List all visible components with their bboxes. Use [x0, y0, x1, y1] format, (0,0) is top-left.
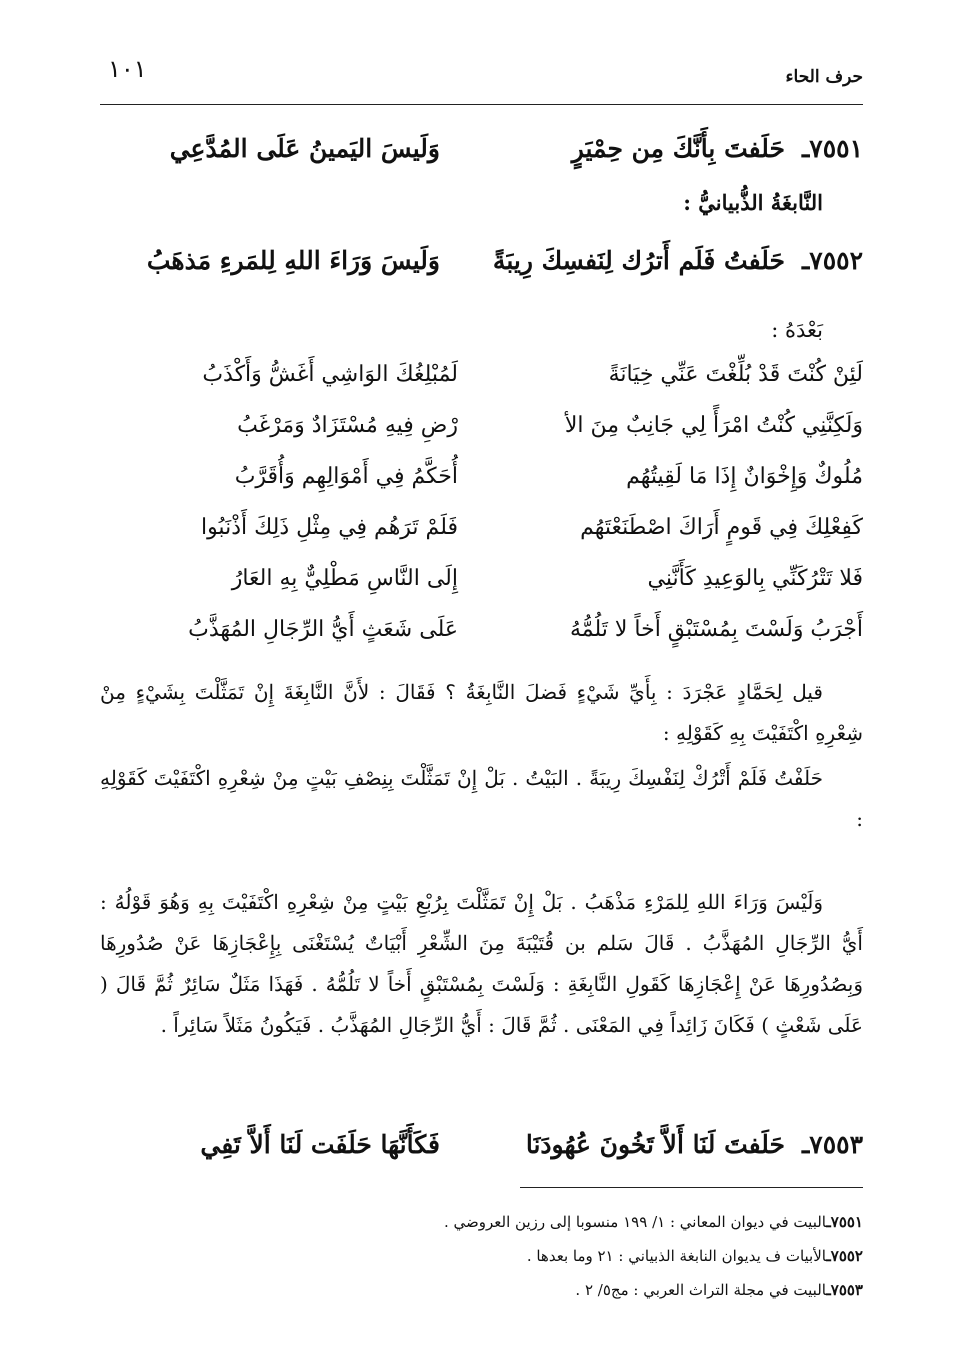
verse-number: ٧٥٥٢ـ — [801, 246, 863, 275]
commentary-paragraph-1 — [100, 672, 863, 754]
paragraph-text: وَلَيْسَ وَرَاءَ اللهِ لِلمَرْءِ مَذْهَبُ . بَلْ إِنْ تَمَثَّلْتَ بِرُبْعِ بَيْتٍ مِنْ شِعْرِهِ اكْتَفَيْتَ بِهِ وَهُوَ قَوْلُهُ : أَيُّ الرِّجَالِ المُهَذَّبُ . قَالَ سَلم بن قُتَيْبَةَ مِنَ الشِّعْرِ أَبْيَاتٌ يُسْتَغْنَى بِإِعْجَازِهَا عَنْ صُدُورِهَا وَبِصُدُورِهَا عَنْ إِعْجَازِهَا كَقَولِ النَّابِغَةِ : وَلَسْتَ بِمُسْتَبْقٍ أَخاً لا تَلُمُّهُ . فَهَذَا مَثَلٌ سَائِرٌ ثُمَّ قَالَ ( عَلَى شَعْثٍ ) فَكَانَ زَائِداً فِي المَعْنَى . ثُمَّ قَالَ : أَيُّ الرِّجَالِ المُهَذَّبُ . فَيَكُونُ مَثَلاً سَائِراً . — [100, 890, 863, 1037]
section-title: حرف الحاء — [785, 67, 863, 87]
poem-line — [100, 560, 863, 611]
poem-line — [100, 458, 863, 509]
footnote-text: البيت في مجلة التراث العربي : مج٥/ ٢ . — [575, 1281, 827, 1299]
footnote-key: ٧٥٥١ـ — [826, 1213, 863, 1231]
commentary-paragraph-3 — [100, 882, 863, 1046]
verse-7551 — [100, 128, 863, 172]
verse-first-hemistich: حَلَفتُ فَلَم أَترُك لِنَفسِكَ رِيبَةً — [492, 246, 785, 275]
verse-first-hemistich: حَلَفتَ لَنَا أَلاَّ تَخُونَ عُهُودَنَا — [525, 1130, 785, 1159]
poem-line — [100, 356, 863, 407]
footnote — [100, 1205, 863, 1239]
running-header — [100, 55, 863, 99]
verse-number: ٧٥٥١ـ — [801, 134, 863, 163]
footnote — [100, 1273, 863, 1307]
poem-line — [100, 407, 863, 458]
verse-second-hemistich: وَلَيسَ وَرَاءَ اللهِ لِلمَرءِ مَذهَبُ — [146, 246, 440, 275]
poem-intro: بَعْدَهُ : — [771, 318, 823, 342]
header-divider — [100, 104, 863, 105]
poem-first-hemistich: لَئِنْ كُنْتَ قَدْ بُلِّغْتَ عَنِّي خِيَانَةً — [608, 362, 863, 387]
poem-second-hemistich: إِلَى النَّاسِ مَطْلِيٌّ بِهِ العَارُ — [231, 566, 458, 591]
poem-line — [100, 509, 863, 560]
footnote-key: ٧٥٥٢ـ — [826, 1247, 863, 1265]
poem-first-hemistich: فَلا تَتْرُكَنِّي بِالوَعِيدِ كَأَنَّنِي — [647, 566, 863, 591]
paragraph-text: قيل لِحَمَّادٍ عَجْرَدَ : بِأَيِّ شَيْءٍ فَضلَ النَّابِغَةُ ؟ فَقَالَ : لأَنَّ النَّابِغَةَ إِنْ تَمَثَّلْتَ بِشَيْءٍ مِنْ شِعْرِهِ اكْتَفَيْتَ بِهِ كَقَوْلِهِ : — [100, 680, 863, 745]
footnote-text: البيت في ديوان المعاني : ١/ ١٩٩ منسوبا إلى رزين العروضي . — [444, 1213, 827, 1231]
verse-7552 — [100, 240, 863, 284]
footnotes — [100, 1205, 863, 1307]
poet-name: النَّابغَةُ الذُّبيانيُّ : — [683, 190, 823, 215]
footnote — [100, 1239, 863, 1273]
paragraph-text: حَلَفْتُ فَلَمْ أَتْرُكْ لِنَفْسِكَ رِيبَةً . البَيْتُ . بَلْ إِنْ تَمَثَّلْتَ بِنِصْفِ بَيْتٍ مِنْ شِعْرِهِ اكْتَفَيْتَ كَقَوْلِهِ : — [100, 766, 863, 831]
poem-first-hemistich: كَفِعْلِكَ فِي قَومٍ أَرَاكَ اصْطَنَعْتَهُم — [580, 515, 863, 540]
verse-first-hemistich: حَلَفتَ بِأَنَّكَ مِن حِمْيَرٍ — [571, 134, 785, 163]
verse-second-hemistich: فَكَأَنَّهَا حَلَفَت لَنَا أَلاَّ تَفِي — [200, 1130, 440, 1159]
footnote-text: الأبيات ف يديوان النابغة الذبياني : ٢١ وما بعدها . — [526, 1247, 827, 1265]
verse-number: ٧٥٥٣ـ — [801, 1130, 863, 1159]
poem-line — [100, 611, 863, 662]
page-number: ١٠١ — [108, 55, 147, 83]
commentary-paragraph-2 — [100, 758, 863, 840]
poem-second-hemistich: عَلَى شَعَثٍ أَيُّ الرِّجَالِ المُهَذَّبُ — [188, 617, 458, 642]
poem-second-hemistich: رْضِ فِيهِ مُسْتَزَادٌ وَمَرْغَبُ — [237, 413, 458, 438]
poem-first-hemistich: مُلُوكٌ وَإِخْوَانٌ إِذَا مَا لَقِيتُهُم — [626, 464, 863, 489]
poem-second-hemistich: لَمُبْلِغُكَ الوَاشِي أَغَشُّ وَأَكْذَبُ — [202, 362, 458, 387]
poem-first-hemistich: أَجْرَبُ وَلَسْتَ بِمُسْتَبْقٍ أَخاً لا تَلُمُّهُ — [569, 617, 863, 642]
verse-second-hemistich: وَلَيسَ اليَمينُ عَلَى المُدَّعِي — [169, 134, 440, 163]
footnote-divider — [520, 1187, 863, 1188]
poem-second-hemistich: أُحَكَّمُ فِي أَمْوَالِهِم وَأُقَرَّبُ — [234, 464, 458, 489]
poem-first-hemistich: وَلَكِنَّنِي كُنْتُ امْرَأً لِي جَانِبٌ مِنَ الأ — [564, 413, 863, 438]
verse-7553 — [100, 1124, 863, 1168]
poem-block — [100, 356, 863, 662]
poem-second-hemistich: فَلَمْ تَرَهُم فِي مِثْلِ ذَلِكَ أَذْنَبُوا — [200, 515, 458, 540]
footnote-key: ٧٥٥٣ـ — [826, 1281, 863, 1299]
